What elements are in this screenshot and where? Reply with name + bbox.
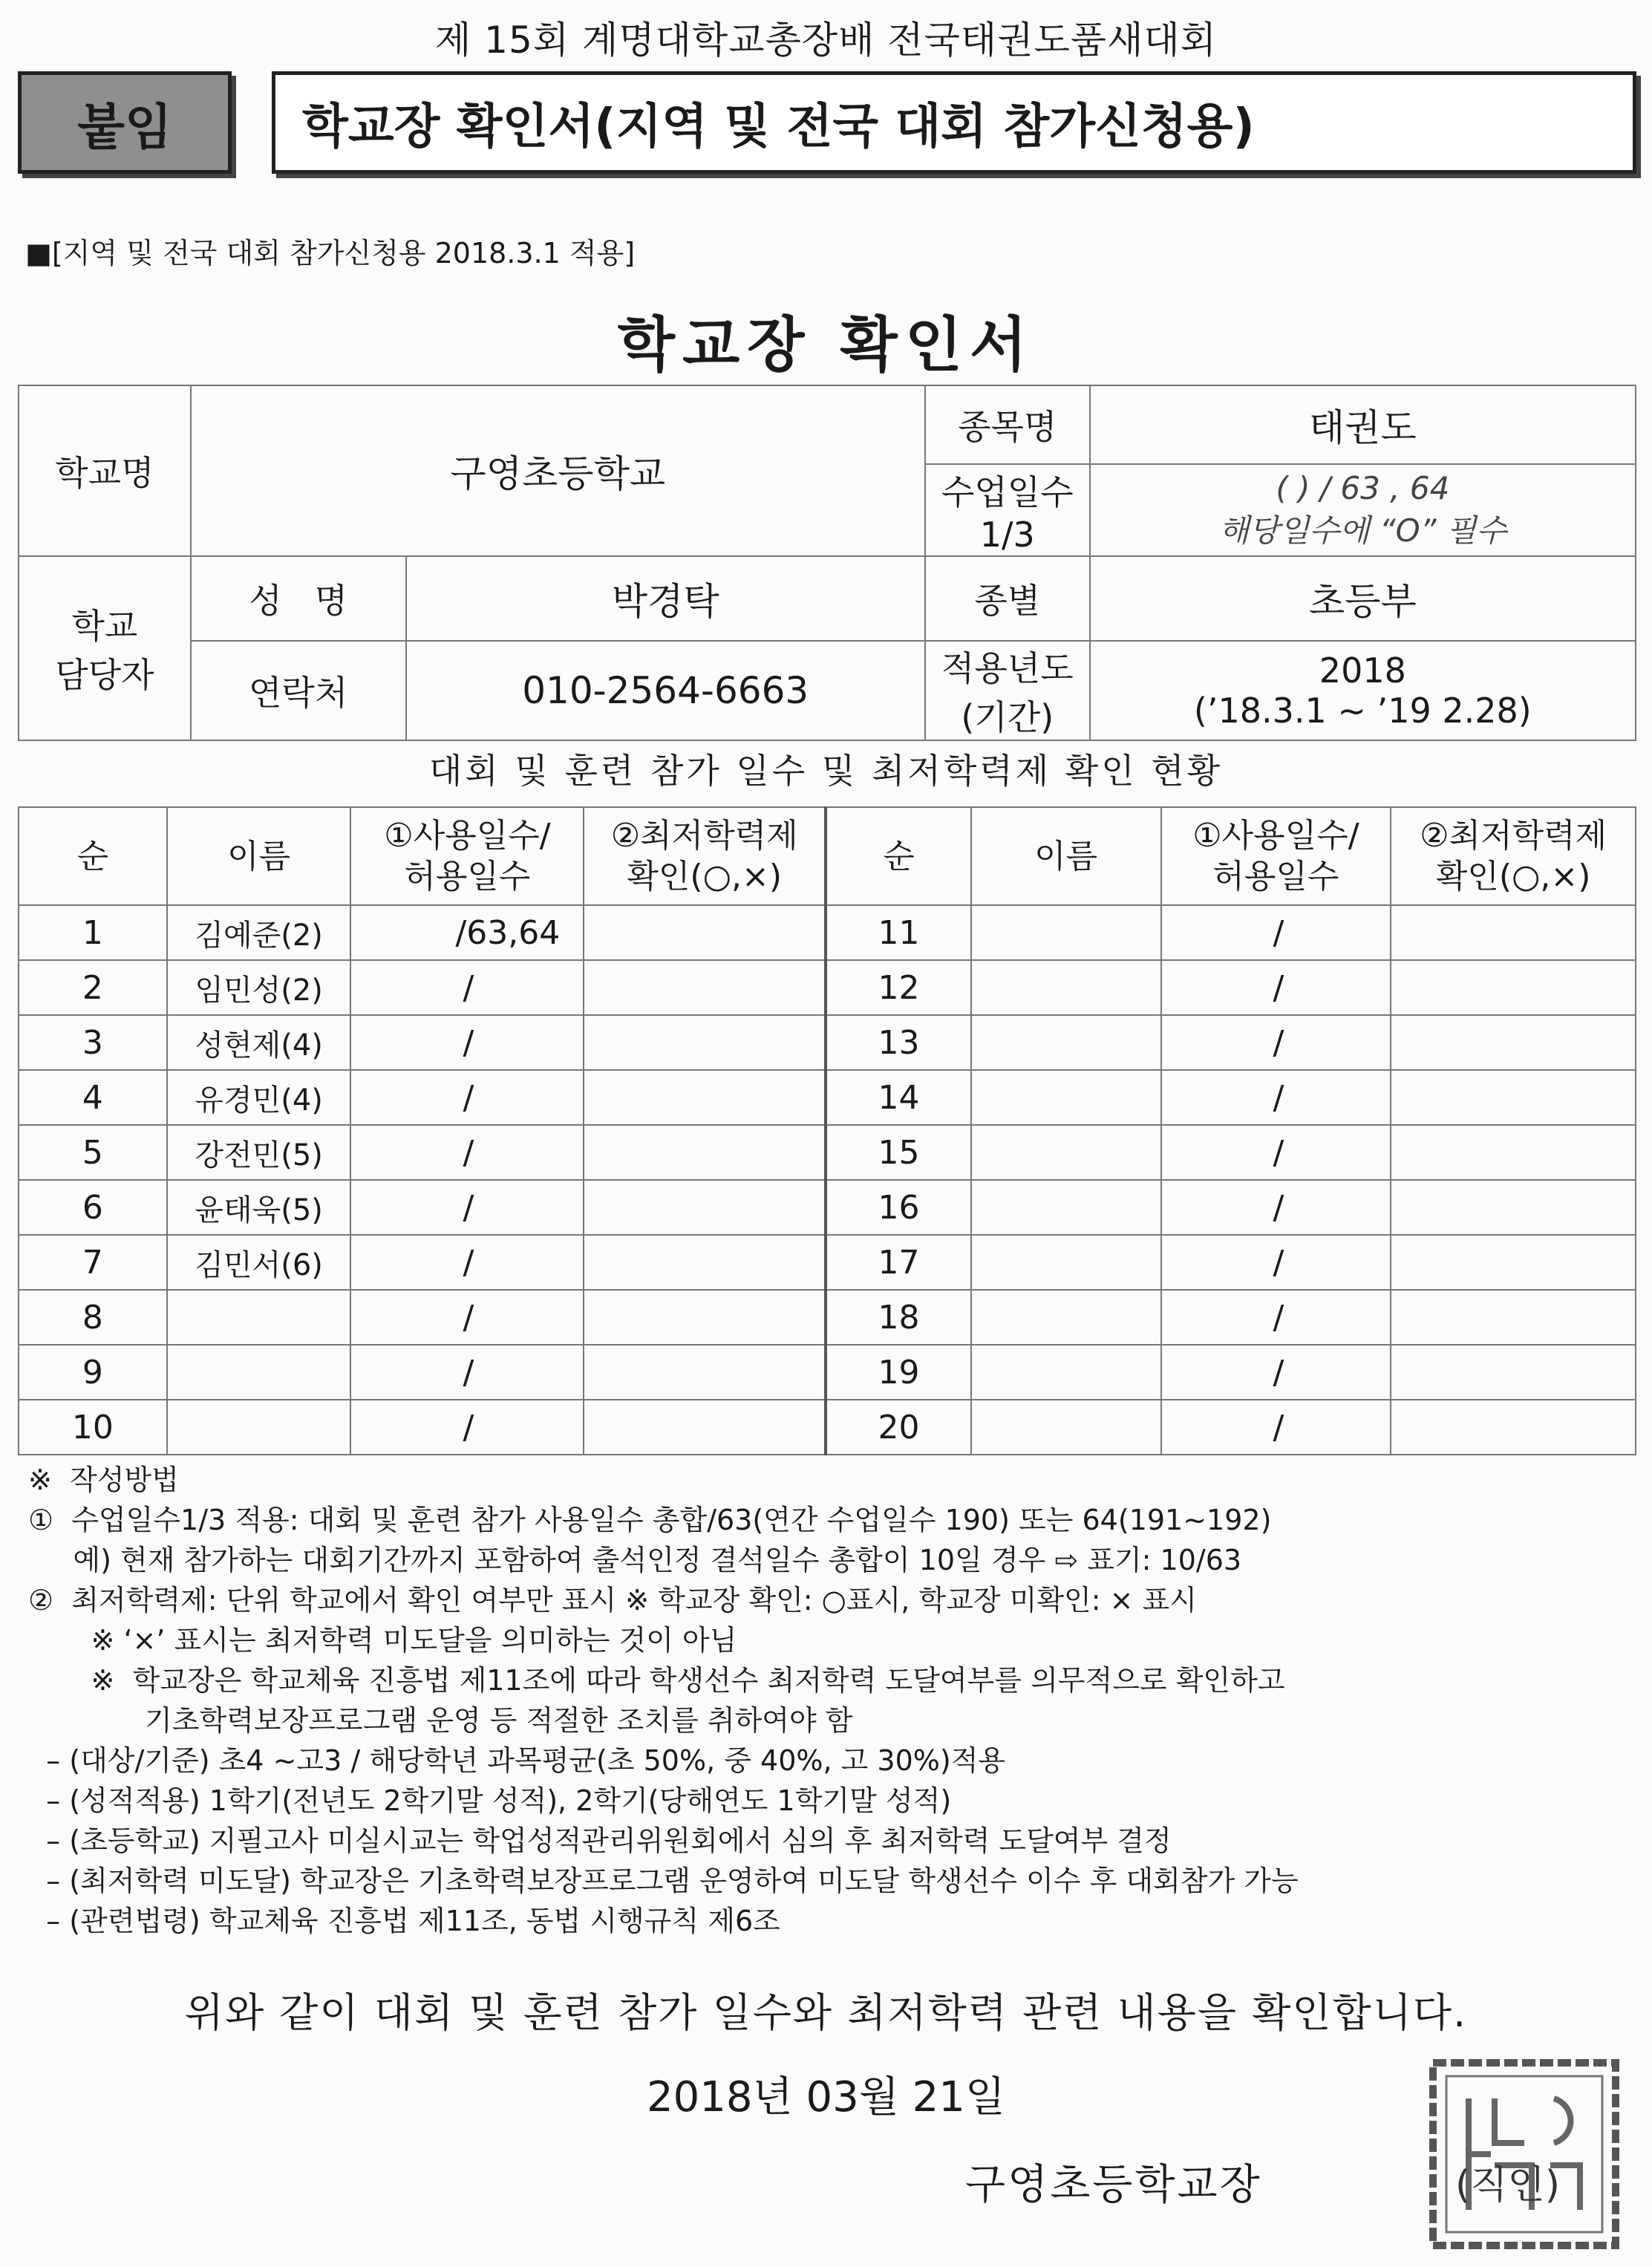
min-academic-check [1391,1015,1636,1070]
col-min-right-line2: 확인(○,×) [1435,858,1591,896]
student-name: 김예준(2) [167,905,351,960]
min-academic-check [1391,1125,1636,1180]
roster-row [19,1015,1636,1070]
days-used: / [350,1345,584,1400]
event-label: 종목명 [925,385,1090,464]
col-name-left: 이름 [167,807,351,905]
instruction-line: – (관련법령) 학교체육 진흥법 제11조, 동법 시행규칙 제6조 [28,1905,780,1937]
min-academic-check [584,905,826,960]
min-academic-check [584,1015,826,1070]
min-academic-check [584,1235,826,1290]
roster-header-row [19,807,1636,905]
days-label-line2: 1/3 [979,515,1035,555]
entry-number: 7 [19,1235,167,1290]
year-value: 2018 [1319,650,1406,691]
days-used: / [350,1125,584,1180]
section-title: 대회 및 훈련 참가 일수 및 최저학력제 확인 현황 [428,751,1224,791]
student-name: 유경민(4) [167,1070,351,1125]
col-days-left-line2: 허용일수 [404,858,531,896]
student-name [167,1345,351,1400]
entry-number: 12 [826,960,971,1015]
student-name [971,1180,1161,1235]
min-academic-check [584,1180,826,1235]
roster-row [19,1180,1636,1235]
person-name: 박경탁 [406,556,925,641]
entry-number: 16 [826,1180,971,1235]
min-academic-check [1391,1290,1636,1345]
student-name [971,1235,1161,1290]
instruction-line: – (대상/기준) 초4 ~고3 / 해당학년 과목평균(초 50%, 중 40%, 고 30%)적용 [28,1744,1006,1777]
roster-row [19,1400,1636,1455]
entry-number: 4 [19,1070,167,1125]
instruction-line: ※ 학교장은 학교체육 진흥법 제11조에 따라 학생선수 최저학력 도달여부를 의무적으로 확인하고 [28,1664,1285,1697]
days-used: / [1161,905,1391,960]
entry-number: 1 [19,905,167,960]
instruction-line: – (성적적용) 1학기(전년도 2학기말 성적), 2학기(당해연도 1학기말 성적) [28,1784,952,1817]
division-label: 종별 [925,556,1090,641]
days-used: / [350,1070,584,1125]
min-academic-check [584,1070,826,1125]
year-period: (’18.3.1 ~ ’19 2.28) [1193,691,1532,731]
days-used: / [1161,1015,1391,1070]
col-min-right-line1: ②최저학력제 [1420,817,1607,855]
student-name [167,1290,351,1345]
student-name [971,1400,1161,1455]
entry-number: 19 [826,1345,971,1400]
entry-number: 5 [19,1125,167,1180]
student-name [971,1345,1161,1400]
student-name [971,1290,1161,1345]
entry-number: 14 [826,1070,971,1125]
instruction-line: 예) 현재 참가하는 대회기간까지 포함하여 출석인정 결석일수 총합이 10일 경우 ⇨ 표기: 10/63 [28,1544,1242,1576]
entry-number: 13 [826,1015,971,1070]
student-name: 강전민(5) [167,1125,351,1180]
student-name: 윤태욱(5) [167,1180,351,1235]
min-academic-check [1391,1345,1636,1400]
year-label [925,641,1090,740]
col-no-left: 순 [19,807,167,905]
col-name-right: 이름 [971,807,1161,905]
division-value: 초등부 [1090,556,1636,641]
col-no-right: 순 [826,807,971,905]
contact-label-line2: 담당자 [55,655,154,695]
days-used: / [1161,1290,1391,1345]
roster-row [19,960,1636,1015]
student-name [971,1070,1161,1125]
year-cell [1090,641,1636,740]
instruction-line: ① 수업일수1/3 적용: 대회 및 훈련 참가 사용일수 총합/63(연간 수업일수 190) 또는 64(191~192) [28,1504,1272,1536]
days-used: / [350,960,584,1015]
col-min-left [584,807,826,905]
days-used: / [1161,1070,1391,1125]
instruction-line: 기초학력보장프로그램 운영 등 적절한 조치를 취하여야 함 [28,1704,853,1737]
days-used: / [350,1180,584,1235]
phone-label: 연락처 [191,641,406,740]
event-value: 태권도 [1090,385,1636,464]
entry-number: 10 [19,1400,167,1455]
days-cell [1090,464,1636,556]
roster-row [19,1125,1636,1180]
entry-number: 8 [19,1290,167,1345]
min-academic-check [584,960,826,1015]
min-academic-check [1391,1235,1636,1290]
days-used: / [1161,1125,1391,1180]
entry-number: 9 [19,1345,167,1400]
days-used: / [1161,1235,1391,1290]
student-name [167,1400,351,1455]
min-academic-check [584,1290,826,1345]
student-name [971,960,1161,1015]
entry-number: 6 [19,1180,167,1235]
instruction-line: – (최저학력 미도달) 학교장은 기초학력보장프로그램 운영하여 미도달 학생선수 이수 후 대회참가 가능 [28,1865,1299,1897]
days-used: / [1161,960,1391,1015]
school-label: 학교명 [19,385,191,556]
days-label [925,464,1090,556]
days-used: / [1161,1400,1391,1455]
student-name [971,1015,1161,1070]
instruction-line: ※ ‘×’ 표시는 최저학력 미도달을 의미하는 것이 아님 [28,1624,737,1657]
signing-date: 2018년 03월 21일 [647,2073,1005,2121]
days-label-line1: 수업일수 [941,472,1074,512]
entry-number: 15 [826,1125,971,1180]
days-used: /63,64 [350,905,584,960]
min-academic-check [584,1400,826,1455]
entry-number: 18 [826,1290,971,1345]
days-used: / [350,1235,584,1290]
instruction-line: ※ 작성방법 [28,1464,179,1496]
col-min-right [1391,807,1636,905]
entry-number: 20 [826,1400,971,1455]
student-name: 성현제(4) [167,1015,351,1070]
student-name: 임민성(2) [167,960,351,1015]
student-name [971,1125,1161,1180]
roster-row [19,1070,1636,1125]
days-value: ( ) / 63 , 64 [1276,469,1450,506]
student-name [971,905,1161,960]
col-min-left-line1: ②최저학력제 [610,817,798,855]
student-name: 김민서(6) [167,1235,351,1290]
instruction-line: ② 최저학력제: 단위 학교에서 확인 여부만 표시 ※ 학교장 확인: ○표시, 학교장 미확인: × 표시 [28,1584,1197,1617]
roster-row [19,1345,1636,1400]
seal-label: (직인) [1455,2163,1561,2208]
year-label-line2: (기간) [961,697,1054,737]
col-days-right-line1: ①사용일수/ [1192,817,1359,855]
contact-label [19,556,191,740]
event-title: 제 15회 계명대학교총장배 전국태권도품새대회 [434,19,1217,62]
main-heading: 학교장 확인서 [617,310,1035,379]
col-min-left-line2: 확인(○,×) [627,858,783,896]
attachment-tag: 붙임 [18,71,232,174]
entry-number: 2 [19,960,167,1015]
school-info-table [18,385,1636,741]
days-used: / [1161,1180,1391,1235]
min-academic-check [1391,1070,1636,1125]
entry-number: 17 [826,1235,971,1290]
principal-signature: 구영초등학교장 [965,2161,1262,2209]
year-label-line1: 적용년도 [941,648,1074,688]
instructions [28,1460,1632,1941]
days-used: / [350,1015,584,1070]
col-days-right-line2: 허용일수 [1212,858,1339,896]
phone-value: 010-2564-6663 [406,641,925,740]
days-used: / [1161,1345,1391,1400]
min-academic-check [584,1345,826,1400]
min-academic-check [584,1125,826,1180]
school-name: 구영초등학교 [191,385,925,556]
confirmation-statement: 위와 같이 대회 및 훈련 참가 일수와 최저학력 관련 내용을 확인합니다. [184,1989,1468,2036]
min-academic-check [1391,1180,1636,1235]
roster-table [18,806,1636,1455]
entry-number: 3 [19,1015,167,1070]
col-days-left [350,807,584,905]
roster-row [19,1235,1636,1290]
instruction-line: – (초등학교) 지필고사 미실시교는 학업성적관리위원회에서 심의 후 최저학력 도달여부 결정 [28,1824,1172,1857]
form-note: ■[지역 및 전국 대회 참가신청용 2018.3.1 적용] [25,237,636,270]
col-days-right [1161,807,1391,905]
roster-row [19,905,1636,960]
min-academic-check [1391,1400,1636,1455]
min-academic-check [1391,960,1636,1015]
document-title: 학교장 확인서(지역 및 전국 대회 참가신청용) [272,71,1636,174]
min-academic-check [1391,905,1636,960]
contact-label-line1: 학교 [71,606,138,646]
days-note: 해당일수에 “O” 필수 [1218,512,1506,549]
roster-row [19,1290,1636,1345]
entry-number: 11 [826,905,971,960]
days-used: / [350,1290,584,1345]
col-days-left-line1: ①사용일수/ [384,817,551,855]
days-used: / [350,1400,584,1455]
person-label: 성 명 [191,556,406,641]
